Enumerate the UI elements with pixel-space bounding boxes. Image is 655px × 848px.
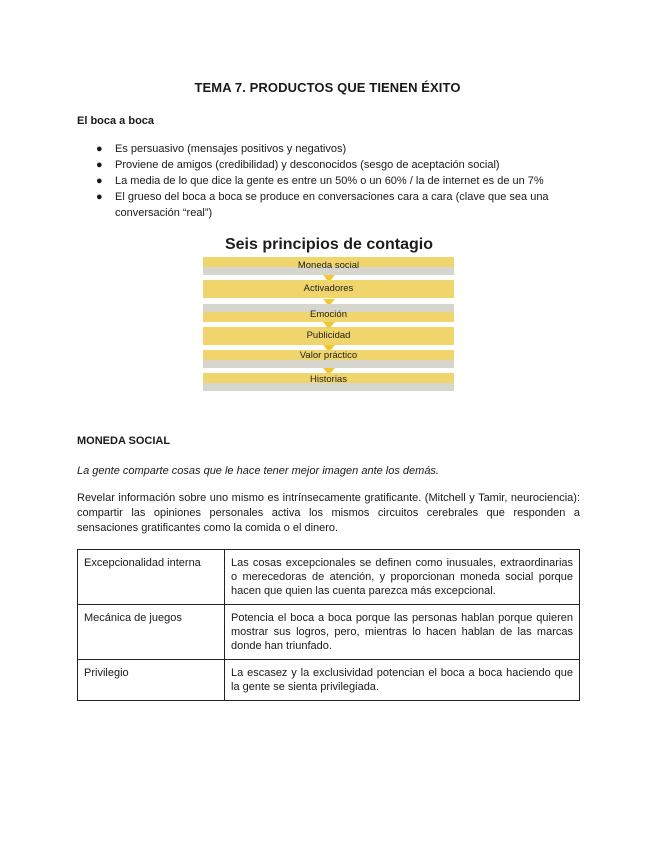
page-title: TEMA 7. PRODUCTOS QUE TIENEN ÉXITO <box>194 80 461 95</box>
table-cell-description: La escasez y la exclusividad potencian el boca a boca haciendo que la gente se sienta privilegiada. <box>225 660 580 701</box>
diagram-step <box>203 304 454 322</box>
table-cell-description: Las cosas excepcionales se definen como inusuales, extraordinarias o merecedoras de atención, y proporcionan moneda social porque hacen que quien las cuenta parezca más excepcional. <box>225 550 580 605</box>
diagram-step <box>203 257 454 275</box>
bullet-list <box>77 141 582 221</box>
list-item-text: El grueso del boca a boca se produce en conversaciones cara a cara (clave que sea una conversación “real”) <box>115 191 549 219</box>
diagram-title: Seis principios de contagio <box>224 236 434 253</box>
list-item-text: Es persuasivo (mensajes positivos y negativos) <box>115 143 347 155</box>
body-paragraph: Revelar información sobre uno mismo es intrínsecamente gratificante. (Mitchell y Tamir, neurociencia): compartir las opiniones personales activa los mismos circuitos cerebrales que responden a sensaciones gratificantes como la comida o el dinero. <box>77 492 580 534</box>
social-currency-table <box>77 549 580 701</box>
table-row <box>78 660 580 701</box>
list-item <box>77 141 582 157</box>
bullet-icon: ● <box>96 175 103 187</box>
diagram-step-label: Activadores <box>303 283 354 295</box>
list-item <box>77 157 582 173</box>
table-row <box>78 550 580 605</box>
intro-sentence: La gente comparte cosas que le hace tener mejor imagen ante los demás. <box>77 465 439 477</box>
bullet-icon: ● <box>96 159 103 171</box>
section-heading-moneda-social: MONEDA SOCIAL <box>77 435 171 447</box>
table-cell-description: Potencia el boca a boca porque las personas hablan porque quieren mostrar sus logros, pero, mientras lo hacen hablan de las marcas donde han triunfado. <box>225 605 580 660</box>
list-item <box>77 173 582 189</box>
diagram-step-label: Moneda social <box>297 260 360 271</box>
list-item <box>77 189 582 221</box>
table-cell-term: Mecánica de juegos <box>78 605 225 660</box>
diagram-step-label: Valor práctico <box>299 350 358 362</box>
list-item-text: Proviene de amigos (credibilidad) y desconocidos (sesgo de aceptación social) <box>115 159 500 171</box>
table-cell-term: Privilegio <box>78 660 225 701</box>
list-item-text: La media de lo que dice la gente es entre un 50% o un 60% / la de internet es de un 7% <box>115 175 544 187</box>
bullet-icon: ● <box>96 143 103 155</box>
diagram-step-label: Publicidad <box>306 329 351 341</box>
diagram-step <box>203 280 454 298</box>
section-heading-boca-a-boca: El boca a boca <box>77 115 155 127</box>
diagram-step <box>203 373 454 391</box>
diagram-step-label: Emoción <box>310 308 347 320</box>
table-row <box>78 605 580 660</box>
contagion-principles-diagram <box>203 234 455 397</box>
table-cell-term: Excepcionalidad interna <box>78 550 225 605</box>
bullet-icon: ● <box>96 191 103 203</box>
diagram-step-label: Historias <box>310 374 347 386</box>
diagram-step <box>203 350 454 368</box>
diagram-step <box>203 327 454 345</box>
